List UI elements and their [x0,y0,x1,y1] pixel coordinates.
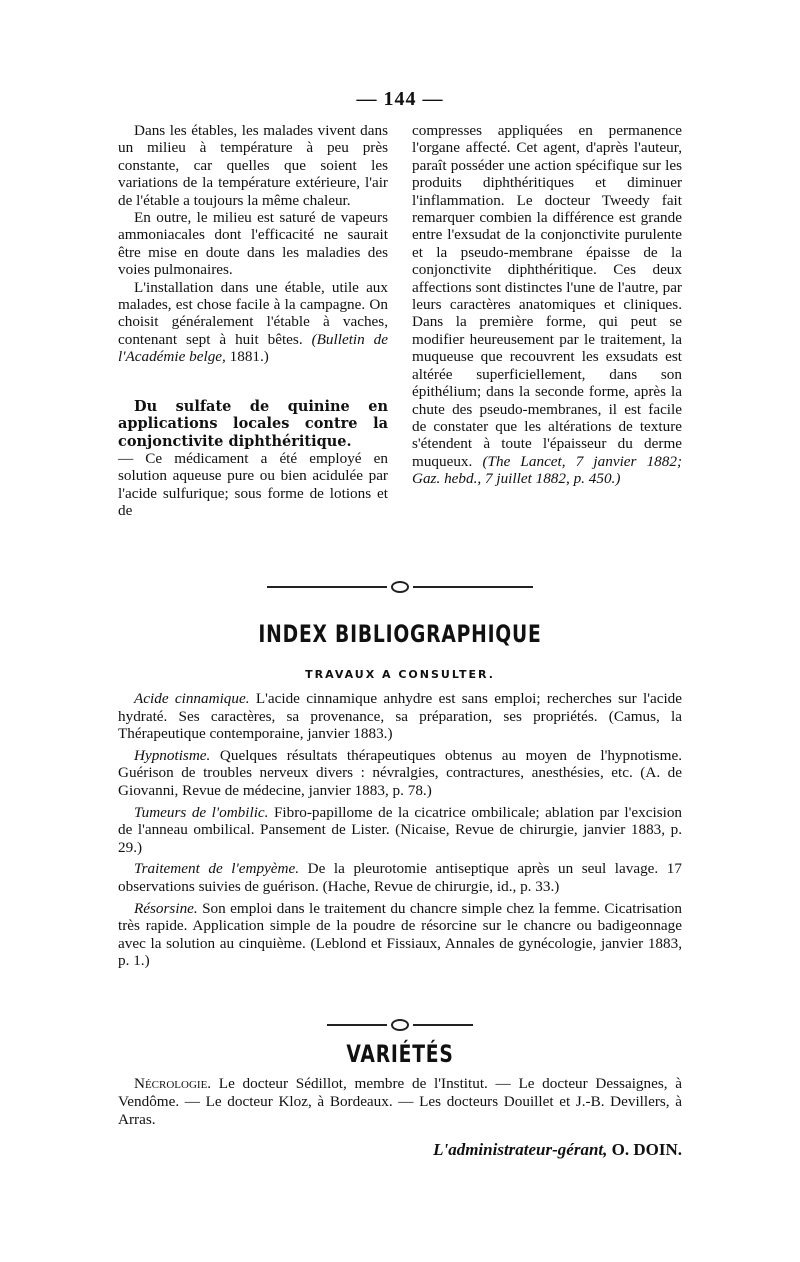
entry-text: L'acide cinnamique anhydre est sans emploi; recherches sur l'acide hydraté. Ses caractères, sa provenance, sa préparation, ses propriétés. (Camus, la Thérapeutique contemporaine, janvier 1883.) [118,690,683,743]
citation: (Bulletin de l'Académie belge, [118,330,389,366]
entry-text: Fibro-papillome de la cicatrice ombilicale; ablation par l'excision de l'anneau ombilical. Pansement de Lister. (Nicaise, Revue de chirurgie, janvier 1883, p. 29.) [118,803,683,856]
bibliography-entry [118,860,682,895]
right-column [412,122,682,488]
paragraph [412,122,682,488]
entry-term: Acide cinnamique. [134,690,250,707]
entry-term: Hypnotisme. [134,746,211,764]
article-body [118,398,388,520]
divider-line [413,1024,473,1026]
bibliography-entry [118,747,682,800]
bibliography-entry [118,804,682,857]
section-subheading: TRAVAUX A CONSULTER. [305,668,495,681]
paragraph: Dans les étables, les malades vivent dans un milieu à température à peu près constante, car quelles que soient les variations de la température extérieure, l'air de l'étable a toujours la même chaleur. [118,122,388,209]
paragraph [118,1075,682,1129]
entry-text: Quelques résultats thérapeutiques obtenus au moyen de l'hypnotisme. Guérison de troubles nerveux divers : névralgies, contractures, anesthésies, etc. (A. de Giovanni, Revue de médecine, janvier 1883, p. 78.) [118,746,682,799]
left-column [118,122,388,520]
signature-name: O. DOIN. [611,1140,682,1159]
page-number: — 144 — [356,88,444,110]
ornament-knot [391,1019,409,1031]
section-heading: INDEX BIBLIOGRAPHIQUE [258,620,542,648]
ornament-divider [0,578,800,592]
necrology-text: Le docteur Sédillot, membre de l'Institut. — Le docteur Dessaignes, à Vendôme. — Le docteur Kloz, à Bordeaux. — Les docteurs Douillet et J.-B. Devillers, à Arras. [118,1075,682,1128]
paragraph: En outre, le milieu est saturé de vapeurs ammoniacales dont l'efficacité ne saurait être mise en doute dans les maladies des voies pulmonaires. [118,209,388,279]
article-title: Du sulfate de quinine en applications locales contre la conjonctivite diphthéritique. [118,397,388,450]
divider-line [327,1024,387,1026]
bibliography-entry [118,900,682,970]
entry-term: Résorsine. [134,899,198,917]
divider-line [267,586,387,588]
necrology-label: Nécrologie. [134,1075,212,1092]
entry-term: Tumeurs de l'ombilic. [134,803,269,821]
divider-line [413,586,533,588]
paragraph [118,279,388,366]
bibliography-entry [118,690,682,743]
bibliography-list [118,690,682,974]
paragraph-text: compresses appliquées en permanence l'organe affecté. Cet agent, d'après l'auteur, paraît posséder une action spécifique sur les produits diphthéritiques et diminuer l'inflammation. Le docteur Tweedy fait remarquer combien la différence est grande entre l'exsudat de la conjonctivite purulente et la pseudo-membrane épaisse de la conjonctivite diphthéritique. Ces deux affections sont distinctes l'une de l'autre, par leurs caractères anatomiques et cliniques. Dans la première forme, qui peut se modifier heureusement par le traitement, la muqueuse que recouvrent les exsudats est altérée superficiellement, dans son épithélium; dans la seconde forme, après la chute des pseudo-membranes, il est facile de constater que les altérations de texture s'étendent à toute l'épaisseur du derme muqueux. [412,122,682,470]
article [118,398,388,520]
entry-term: Traitement de l'empyème. [134,860,300,878]
article-text: — Ce médicament a été employé en solution aqueuse pure ou bien acidulée par l'acide sulfurique; sous forme de lotions et de [118,449,388,520]
ornament-divider [0,1016,800,1030]
section-heading: VARIÉTÉS [346,1040,454,1068]
ornament-knot [391,581,409,593]
signature-role: L'administrateur-gérant, [433,1140,608,1159]
varietes-section [118,1075,682,1129]
paragraph-text: L'installation dans une étable, utile aux malades, est chose facile à la campagne. On choisit généralement l'étable à vaches, contenant sept à huit bêtes. [118,278,388,348]
signature [330,1140,682,1160]
entry-text: De la pleurotomie antiseptique après un seul lavage. 17 observations suivies de guérison. (Hache, Revue de chirurgie, id., p. 33.) [118,860,682,895]
citation: (The Lancet, 7 janvier 1882; Gaz. hebd., 7 juillet 1882, p. 450.) [412,452,682,488]
citation-year: 1881.) [229,348,269,366]
entry-text: Son emploi dans le traitement du chancre simple chez la femme. Cicatrisation très rapide. Application simple de la poudre de résorcine sur le chancre ou badigeonnage avec la solution au cinquième. (Leblond et Fissiaux, Annales de gynécologie, janvier 1883, p. 1.) [118,899,682,970]
